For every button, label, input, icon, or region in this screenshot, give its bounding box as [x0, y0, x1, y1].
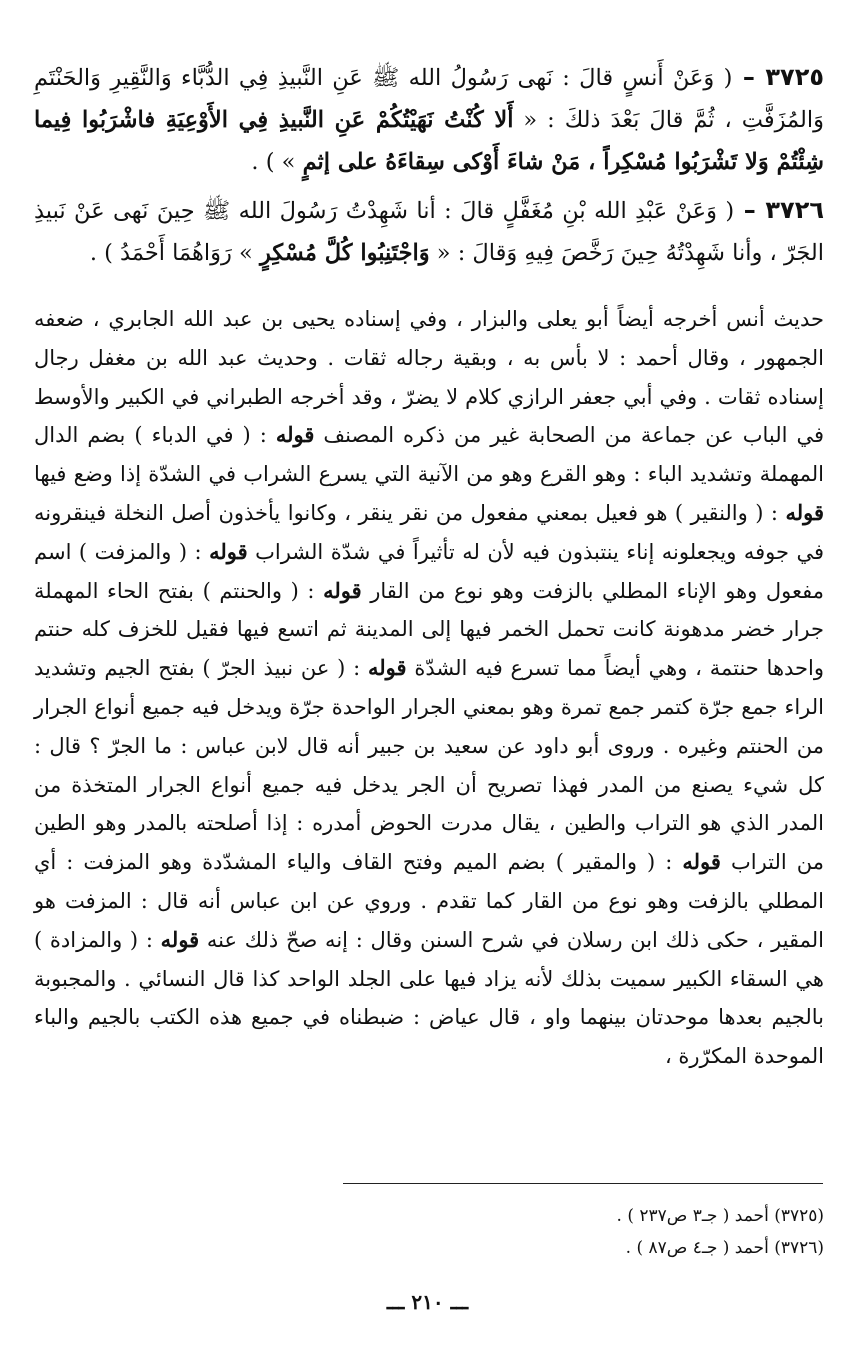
footnote-separator: [343, 1183, 823, 1184]
commentary-segment: : ( والنقير ) هو فعيل بمعني مفعول من نقر ينقر ، وكانوا يأخذون أصل النخلة فينقرونه في جوفه ويجعلونه إناء ينتبذون فيه لأن له تأثيراً في شدّة الشراب: [34, 500, 824, 564]
footnotes: [34, 1200, 824, 1264]
commentary-keyword: قوله: [682, 849, 721, 875]
commentary-segment: : ( والمزادة ) هي السقاء الكبير سميت بذلك لأنه يزاد فيها على الجلد الواحد كذا قال النسائي . والمجبوبة بالجيم بعدها موحدتان بينهما واو ، قال عياض : ضبطناه في جميع هذه الكتب بالجيم والباء الموحدة المكرّرة ،: [34, 927, 824, 1069]
hadith-text: ( وَعَنْ عَبْدِ الله بْنِ مُغَفَّلٍ قالَ : أنا شَهِدْتُ رَسُولَ الله ﷺ حِينَ نَهى عَنْ نَبيذِ الجَرّ ، وأنا شَهِدْتُهُ حِينَ رَخَّصَ فِيهِ وَقالَ : «: [34, 198, 824, 266]
commentary-keyword: قوله: [160, 926, 200, 952]
commentary-keyword: قوله: [785, 499, 824, 525]
commentary-keyword: قوله: [368, 655, 407, 681]
commentary-keyword: قوله: [275, 422, 315, 448]
hadith-dash: –: [732, 63, 766, 91]
hadith-list: [34, 56, 824, 274]
commentary-segment: : ( والمقير ) بضم الميم وفتح القاف والياء المشدّدة وهو المزفت : أي المطلي بالزفت وهو نوع من القار كما تقدم . وروي عن ابن عباس أنه قال : المزفت هو المقير ، حكى ذلك ابن رسلان في شرح السنن وقال : إنه صحّ ذلك عنه: [34, 850, 825, 952]
hadith-number: ٣٧٢٥: [765, 63, 824, 91]
hadith-paragraph: [34, 189, 824, 274]
hadith-text: ( وَعَنْ أَنسٍ قالَ : نَهى رَسُولُ الله ﷺ عَنِ النَّبيذِ فِي الدُّبَّاء وَالنَّقِيرِ وَالحَنْتَمِ وَالمُزَفَّتِ ، ثُمَّ قالَ بَعْدَ ذلكَ : «: [34, 65, 824, 133]
commentary-keyword: قوله: [209, 538, 248, 564]
hadith-text-bold: وَاجْتَنِبُوا كُلَّ مُسْكِرٍ: [259, 240, 430, 266]
hadith-number: ٣٧٢٦: [765, 196, 824, 224]
commentary-segment: : ( والمزفت ) اسم مفعول وهو الإناء المطلي بالزفت وهو نوع من القار: [34, 539, 824, 603]
hadith-dash: –: [734, 196, 766, 224]
hadith-paragraph: [34, 56, 824, 183]
page-body: [34, 56, 824, 1076]
page-number: ـــ ٢١٠ ـــ: [386, 1290, 469, 1314]
hadith-text: » رَوَاهُمَا أَحْمَدُ ) .: [89, 240, 260, 266]
commentary-segment: : ( في الدباء ) بضم الدال المهملة وتشديد الباء : وهو القرع وهو من الآنية التي يسرع الشراب في الشدّة إذا وضع فيها: [34, 423, 824, 487]
commentary-segment: : ( والحنتم ) بفتح الحاء المهملة جرار خضر مدهونة كانت تحمل الخمر فيها إلى المدينة ثم اتسع فيها فقيل للخزف كله حنتم واحدها حنتمة ، وهي أيضاً مما تسرع فيه الشدّة: [34, 578, 825, 681]
commentary-text: [34, 300, 824, 1076]
commentary-segment: حديث أنس أخرجه أيضاً أبو يعلى والبزار ، وفي إسناده يحيى بن عبد الله الجابري ، ضعفه الجمهور ، وقال أحمد : لا بأس به ، وبقية رجاله ثقات . وحديث عبد الله بن مغفل رجال إسناده ثقات . وفي أبي جعفر الرازي كلام لا يضرّ ، وقد أخرجه الطبراني في الكبير والأوسط في الباب عن جماعة من الصحابة غير من ذكره المصنف: [34, 307, 825, 448]
hadith-text-bold: أَلا كُنْتُ نَهَيْتُكُمْ عَنِ النَّبيذِ فِي الأَوْعِيَةِ فاشْرَبُوا فِيما شِئْتُمْ وَلا تَشْرَبُوا مُسْكِراً ، مَنْ شاءَ أَوْكى سِقاءَهُ على إثمٍ: [34, 107, 824, 175]
footnote-item: (٣٧٢٥) أحمد ( جـ٣ ص٢٣٧ ) .: [616, 1206, 824, 1226]
commentary-keyword: قوله: [323, 577, 362, 603]
hadith-text: » ) .: [251, 149, 303, 175]
commentary-segment: : ( عن نبيذ الجرّ ) بفتح الجيم وتشديد الراء جمع جرّة كتمر جمع تمرة وهو بمعني الجرار الواحدة جرّة ويدخل فيه جميع أنواع الجرار من الحنتم وغيره . وروى أبو داود عن سعيد بن جبير أنه قال لابن عباس : ما الجرّ ؟ قال : كل شيء يصنع من المدر فهذا تصريح أن الجر يدخل فيه جميع أنواع الجرار المتخذة من المدر الذي هو التراب والطين ، يقال مدرت الحوض أمدره : إذا أصلحته بالمدر وهو الطين من التراب: [34, 656, 824, 875]
footnote-item: (٣٧٢٦) أحمد ( جـ٤ ص٨٧ ) .: [625, 1238, 824, 1258]
